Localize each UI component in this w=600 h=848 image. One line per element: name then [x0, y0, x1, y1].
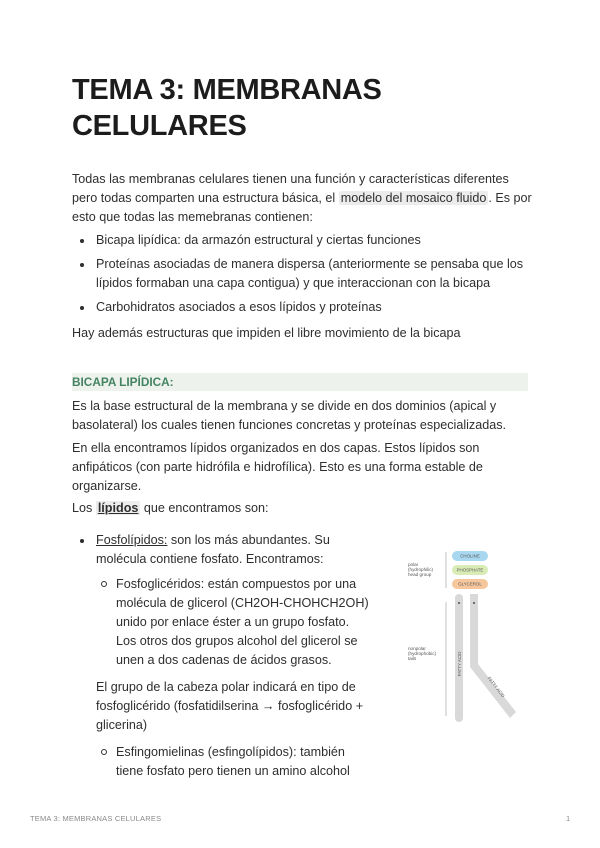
- phospholipids-desc: son los más abundantes. Su molécula contiene fosfato. Encontramos:: [96, 533, 330, 566]
- lipids-term: lípidos: [97, 501, 139, 515]
- list-item-phospholipids: [72, 531, 372, 781]
- list-item: Carbohidratos asociados a esos lípidos y proteínas: [72, 298, 532, 317]
- lipid-types-list: [72, 531, 372, 781]
- phospholipid-diagram: [398, 546, 528, 726]
- tail-marker: [473, 602, 475, 604]
- fatty-acid-label-2: FATTY ACID: [486, 675, 506, 699]
- list-item-phosphoglycerides: Fosfoglicéridos: están compuestos por una molécula de glicerol (CH2OH-CHOHCH2OH) unido por enlace éster a un grupo fosfato. Los otros dos grupos alcohol del glicerol se unen a dos cadenas de ácidos grasos.: [96, 575, 372, 670]
- list-item: Bicapa lipídica: da armazón estructural y ciertas funciones: [72, 231, 532, 250]
- page-title: TEMA 3: MEMBRANAS CELULARES: [72, 74, 382, 142]
- section-heading-bilayer: BICAPA LIPÍDICA:: [72, 373, 528, 391]
- bilayer-paragraph-1: Es la base estructural de la membrana y se divide en dos dominios (apical y basolateral) los cuales tienen funciones concretas y proteínas especializadas.: [72, 399, 507, 432]
- intro-text-after: . Es por esto que todas las memebranas contienen:: [72, 191, 532, 224]
- nonpolar-tails-label: nonpolar (hydrophobic) tails: [408, 646, 437, 661]
- membrane-components-list: [72, 231, 532, 317]
- intro-paragraph: [72, 170, 532, 227]
- footer-title: TEMA 3: MEMBRANAS CELULARES: [30, 814, 162, 823]
- bilayer-paragraph-2: En ella encontramos lípidos organizados en dos capas. Estos lípidos son anfipáticos (con parte hidrófila e hidrofílica). Esto es una forma estable de organizarse.: [72, 441, 483, 493]
- fatty-acid-tail-kinked: [470, 594, 516, 718]
- list-item: Proteínas asociadas de manera dispersa (anteriormente se pensaba que los lípidos formaban una capa contigua) y que interaccionan con la bicapa: [72, 255, 532, 293]
- page-number: 1: [566, 814, 571, 823]
- phospholipids-term: Fosfolípidos:: [96, 533, 168, 547]
- lipids-intro: Los lípidos que encontramos son:: [72, 501, 269, 515]
- intro-text-before: Todas las membranas celulares tienen una función y características diferentes pero todas comparten una estructura básica, el: [72, 172, 509, 205]
- list-item-sphingomyelins: Esfingomielinas (esfingolípidos): también tiene fosfato pero tienen un amino alcohol: [96, 743, 372, 781]
- extra-note: Hay además estructuras que impiden el libre movimiento de la bicapa: [72, 326, 461, 340]
- tail-marker: [458, 602, 460, 604]
- polar-head-label: polar (hydrophilic) head group: [408, 562, 434, 577]
- phosphate-label: PHOSPHATE: [456, 567, 484, 573]
- phospholipid-subtypes: [96, 575, 372, 670]
- mosaic-model-highlight: modelo del mosaico fluido: [340, 191, 487, 205]
- glycerol-label: GLYCEROL: [458, 581, 482, 587]
- choline-label: CHOLINE: [460, 553, 480, 559]
- sphingolipid-subtypes: [96, 743, 372, 781]
- fatty-acid-label-1: FATTY ACID: [457, 651, 462, 677]
- polar-head-note: El grupo de la cabeza polar indicará en tipo de fosfoglicérido (fosfatidilserina → fosfoglicérido + glicerina): [96, 680, 364, 732]
